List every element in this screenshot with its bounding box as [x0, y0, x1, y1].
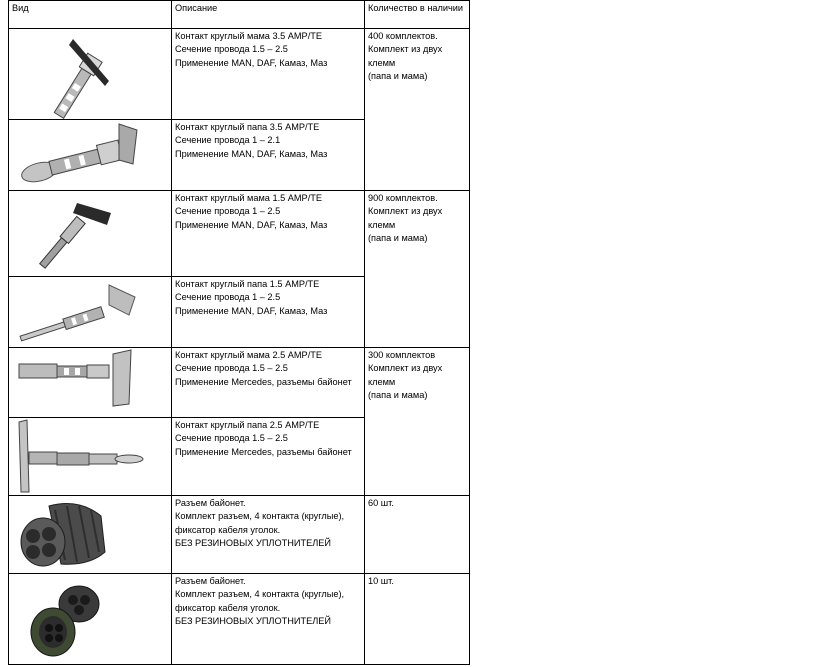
product-image-cell: [9, 574, 172, 665]
bayonet-connector-pair-icon: [9, 574, 172, 665]
quantity-cell: [365, 496, 470, 574]
product-description: Контакт круглый папа 1.5 AMP/TE Сечение провода 1 – 2.5 Применение MAN, DAF, Камаз, Маз: [175, 279, 328, 316]
product-image-cell: [9, 191, 172, 277]
header-description: Описание: [172, 1, 365, 29]
product-image-cell: [9, 418, 172, 496]
male-contact-2-5-icon: [9, 418, 172, 496]
product-description: Контакт круглый мама 3.5 AMP/TE Сечение провода 1.5 – 2.5 Применение MAN, DAF, Камаз, Маз: [175, 31, 328, 68]
description-cell: [172, 496, 365, 574]
female-contact-1-5-icon: [9, 191, 172, 277]
product-image-cell: [9, 496, 172, 574]
product-table: [8, 0, 470, 665]
product-description: Контакт круглый мама 2.5 AMP/TE Сечение провода 1.5 – 2.5 Применение Mercedes, разъемы байонет: [175, 350, 352, 387]
product-description: Разъем байонет. Комплект разъем, 4 контакта (круглые), фиксатор кабеля уголок. БЕЗ РЕЗИНОВЫХ УПЛОТНИТЕЛЕЙ: [175, 498, 345, 549]
description-cell: [172, 191, 365, 277]
table-row: [9, 191, 470, 277]
male-contact-3-5-icon: [9, 120, 172, 191]
table-row: [9, 29, 470, 120]
description-cell: [172, 574, 365, 665]
table-header-row: [9, 1, 470, 29]
table-row: [9, 348, 470, 418]
product-description: Контакт круглый папа 3.5 AMP/TE Сечение провода 1 – 2.1 Применение MAN, DAF, Камаз, Маз: [175, 122, 328, 159]
quantity-cell: [365, 191, 470, 348]
description-cell: [172, 348, 365, 418]
product-quantity: 400 комплектов. Комплект из двух клемм (папа и мама): [368, 31, 443, 82]
product-image-cell: [9, 277, 172, 348]
description-cell: [172, 418, 365, 496]
product-description: Разъем байонет. Комплект разъем, 4 контакта (круглые), фиксатор кабеля уголок. БЕЗ РЕЗИНОВЫХ УПЛОТНИТЕЛЕЙ: [175, 576, 345, 627]
bayonet-connector-angle-icon: [9, 496, 172, 574]
header-view: Вид: [9, 1, 172, 29]
product-image-cell: [9, 29, 172, 120]
product-image-cell: [9, 120, 172, 191]
female-contact-2-5-icon: [9, 348, 172, 418]
description-cell: [172, 29, 365, 120]
product-quantity: 10 шт.: [368, 576, 394, 586]
product-quantity: 60 шт.: [368, 498, 394, 508]
header-quantity: Количество в наличии: [365, 1, 470, 29]
product-quantity: 900 комплектов. Комплект из двух клемм (папа и мама): [368, 193, 443, 244]
product-image-cell: [9, 348, 172, 418]
male-contact-1-5-icon: [9, 277, 172, 348]
quantity-cell: [365, 348, 470, 496]
quantity-cell: [365, 574, 470, 665]
quantity-cell: [365, 29, 470, 191]
table-row: [9, 574, 470, 665]
product-description: Контакт круглый папа 2.5 AMP/TE Сечение провода 1.5 – 2.5 Применение Mercedes, разъемы байонет: [175, 420, 352, 457]
product-quantity: 300 комплектов Комплект из двух клемм (папа и мама): [368, 350, 443, 401]
table-row: [9, 496, 470, 574]
description-cell: [172, 120, 365, 191]
product-description: Контакт круглый мама 1.5 AMP/TE Сечение провода 1 – 2.5 Применение MAN, DAF, Камаз, Маз: [175, 193, 328, 230]
female-contact-3-5-icon: [9, 29, 172, 120]
description-cell: [172, 277, 365, 348]
